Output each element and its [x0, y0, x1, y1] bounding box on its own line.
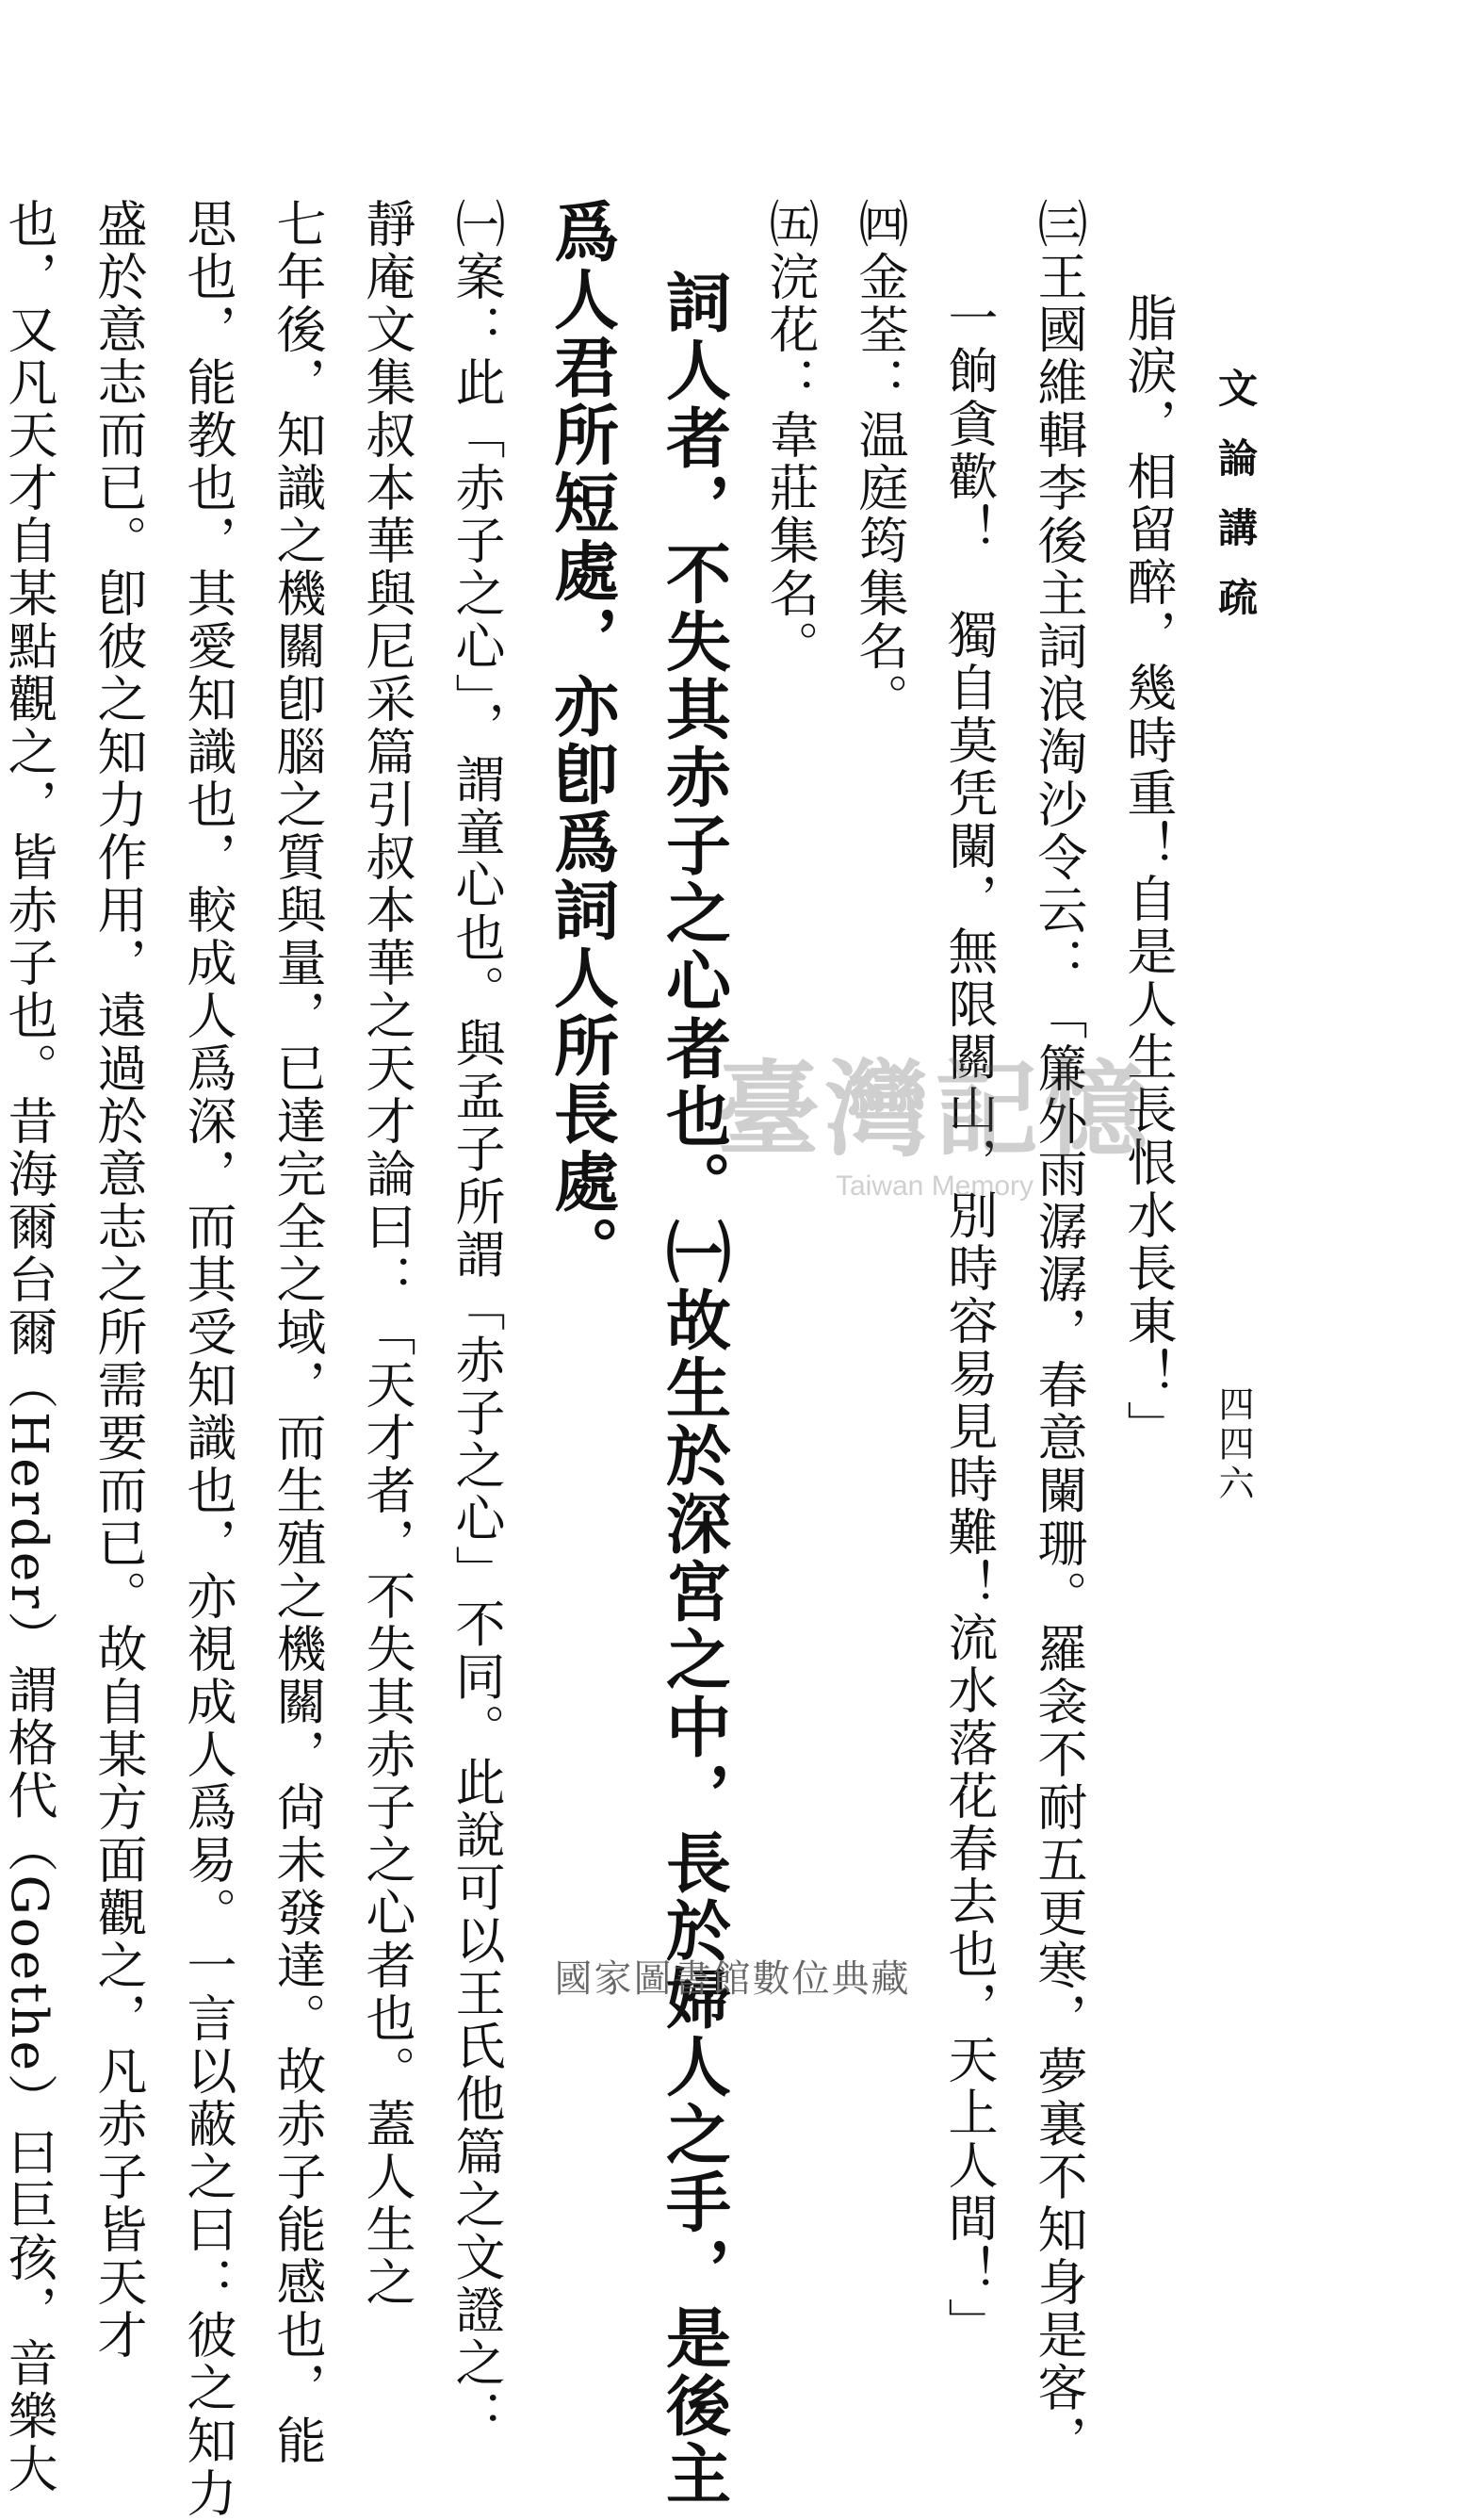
note-text-column: ㈠案：此「赤子之心」，謂童心也。與孟子所謂「赤子之心」不同。此說可以王氏他篇之文證之：: [448, 198, 505, 2443]
note-text-column: ㈣金荃：温庭筠集名。: [851, 198, 908, 726]
note-text-column: 也，又凡天才自某點觀之，皆赤子也。昔海爾台爾（Herder）謂格代（Goethe）曰巨孩，音樂大: [0, 198, 57, 2495]
running-title: 文論講疏: [1213, 368, 1259, 646]
note-text-column: 盛於意志而已。卽彼之知力作用，遠過於意志之所需要而已。故自某方面觀之，凡赤子皆天才: [90, 198, 147, 2362]
note-text-column: 七年後，知識之機關卽腦之質與量，已達完全之域，而生殖之機關，尙未發達。故赤子能感也，能: [269, 198, 326, 2467]
watermark-logo: [716, 1027, 1153, 1203]
note-text-column: ㈤浣花：韋莊集名。: [761, 198, 819, 673]
page-number: 四四六: [1213, 1385, 1254, 1504]
main-text-column: 爲人君所短處，亦卽爲詞人所長處。: [543, 198, 619, 1284]
note-text-column: 脂淚，相留醉，幾時重！自是人生長恨水長東！」: [1119, 292, 1177, 1453]
note-text-column: 一餉貪歡！ 獨自莫凭闌，無限關山，別時容易見時難！流水落花春去也，天上人間！」: [940, 292, 998, 2350]
main-text-column: 詞人者，不失其赤子之心者也。㈠故生於深宮之中，長於婦人之手，是後主: [655, 269, 731, 2508]
note-text-column: 靜庵文集叔本華與尼采篇引叔本華之天才論曰：「天才者，不失其赤子之心者也。蓋人生之: [358, 198, 415, 2309]
library-caption: 國家圖書館數位典藏: [554, 1957, 911, 2001]
note-text-column: ㈢王國維輯李後主詞浪淘沙令云：「簾外雨潺潺，春意闌珊。羅衾不耐五更寒，夢裏不知身是客，: [1030, 198, 1087, 2467]
note-text-column: 思也，能教也，其愛知識也，較成人爲深，而其受知識也，亦視成人爲易。一言以蔽之曰：彼之知力: [179, 198, 236, 2520]
watermark-chinese: 臺灣記憶: [716, 1049, 1153, 1170]
watermark-english: Taiwan Memory: [835, 1170, 1034, 1202]
